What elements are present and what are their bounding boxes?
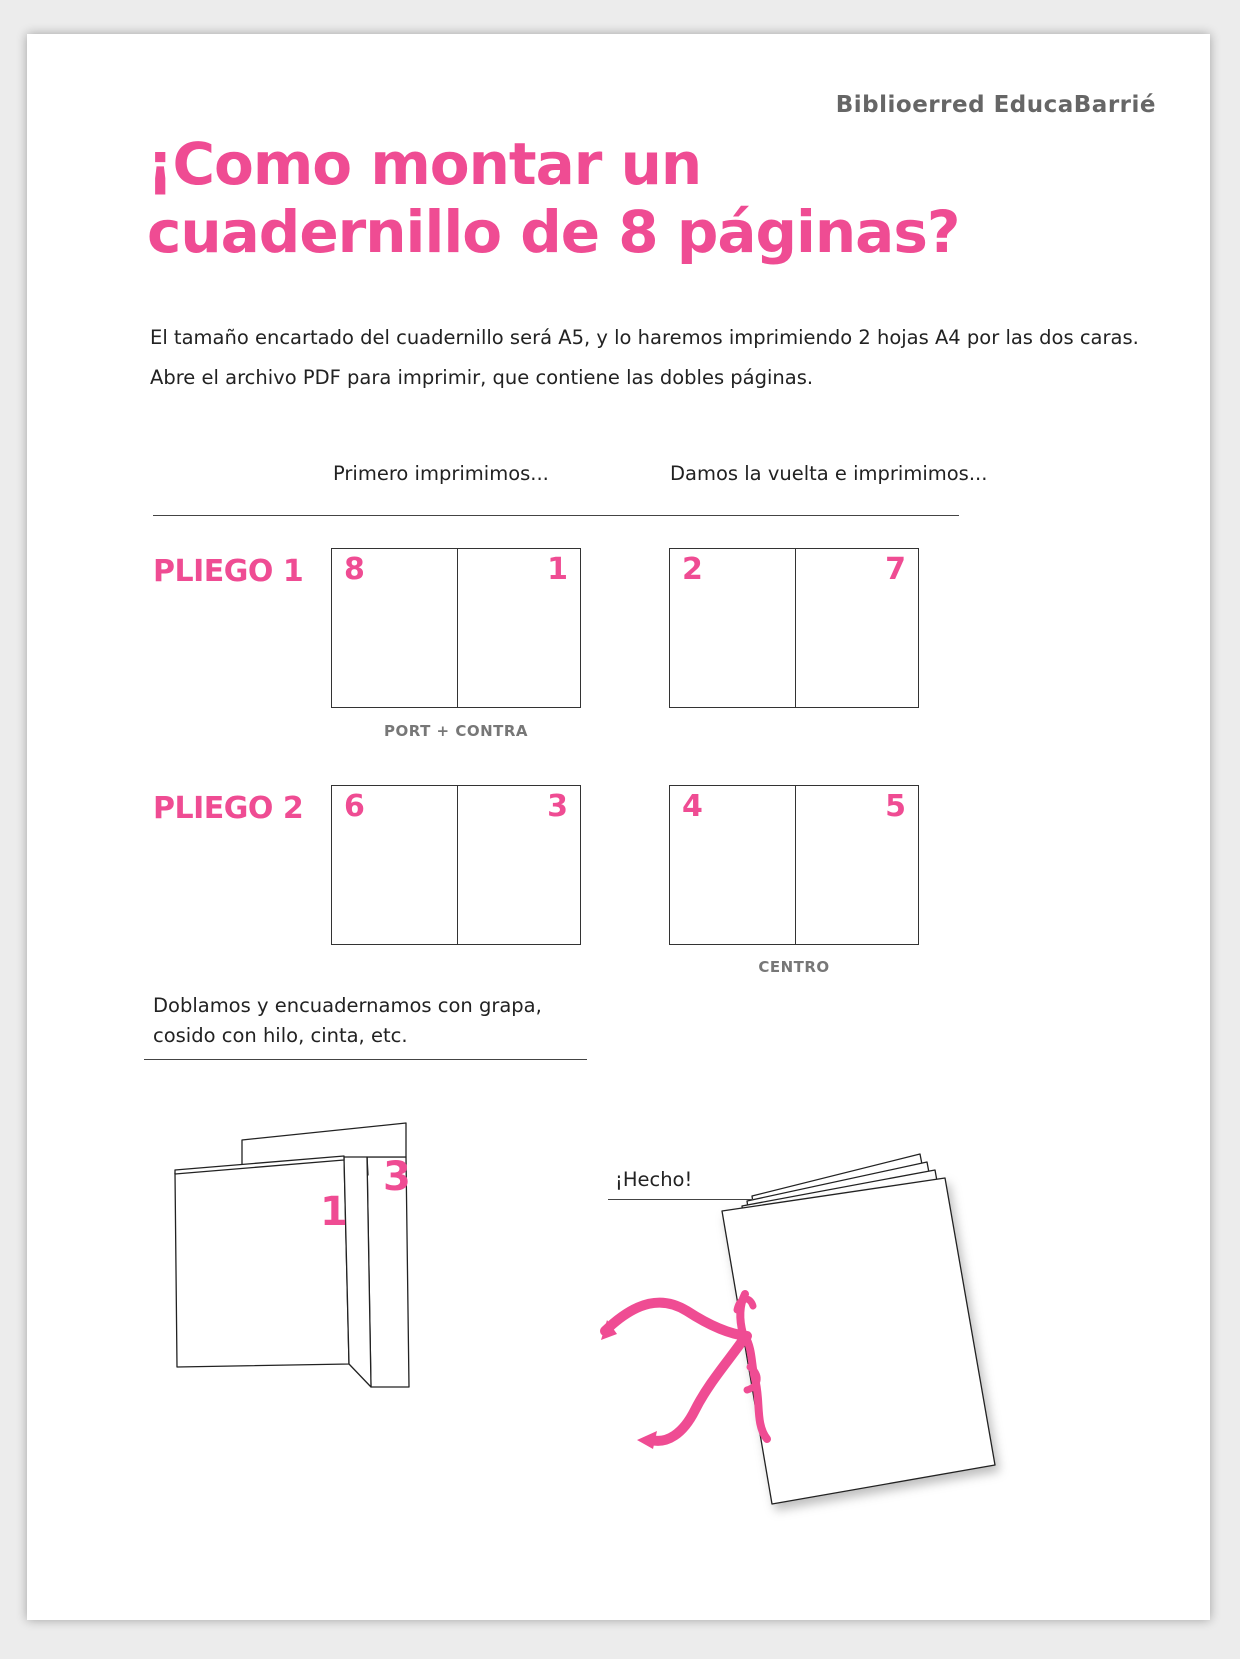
page-number: 6: [344, 789, 365, 824]
page-number: 8: [344, 552, 365, 587]
cover-caption: PORT + CONTRA: [383, 722, 529, 740]
intro-line-1: El tamaño encartado del cuadernillo será A5, y lo haremos imprimiendo 2 hojas A4 por las dos caras.: [150, 326, 1139, 349]
title-line-1: ¡Como montar un: [147, 130, 702, 198]
title-line-2: cuadernillo de 8 páginas?: [147, 198, 960, 266]
page-number: 7: [885, 552, 906, 587]
brand-logo: Biblioerred EducaBarrié: [835, 92, 1156, 118]
binding-line-2: cosido con hilo, cinta, etc.: [153, 1024, 408, 1047]
intro-line-2: Abre el archivo PDF para imprimir, que contiene las dobles páginas.: [150, 366, 814, 389]
finished-booklet-illustration: [722, 1154, 995, 1504]
ribbon-icon: [605, 1294, 767, 1441]
page-number: 3: [547, 789, 568, 824]
back-column-heading: Damos la vuelta e imprimimos...: [670, 462, 988, 485]
page-number: 2: [682, 552, 703, 587]
folded-back-number: 3: [383, 1154, 411, 1200]
page-number: 1: [547, 552, 568, 587]
binding-illustrations: [27, 34, 1210, 1620]
done-divider: [608, 1199, 753, 1200]
center-caption: CENTRO: [758, 958, 830, 976]
ribbon-tail: [637, 1431, 657, 1449]
page-number: 4: [682, 789, 703, 824]
page-number: 5: [885, 789, 906, 824]
worksheet-page: [27, 34, 1210, 1620]
booklet-cover: [722, 1178, 995, 1504]
binding-line-1: Doblamos y encuadernamos con grapa,: [153, 994, 542, 1017]
front-column-heading: Primero imprimimos...: [333, 462, 549, 485]
folded-front-number: 1: [320, 1189, 348, 1235]
done-label: ¡Hecho!: [615, 1168, 693, 1191]
sheet-2-label: PLIEGO 2: [153, 791, 304, 826]
sheet-1-label: PLIEGO 1: [153, 554, 304, 589]
folded-sheets-illustration: [175, 1123, 409, 1387]
